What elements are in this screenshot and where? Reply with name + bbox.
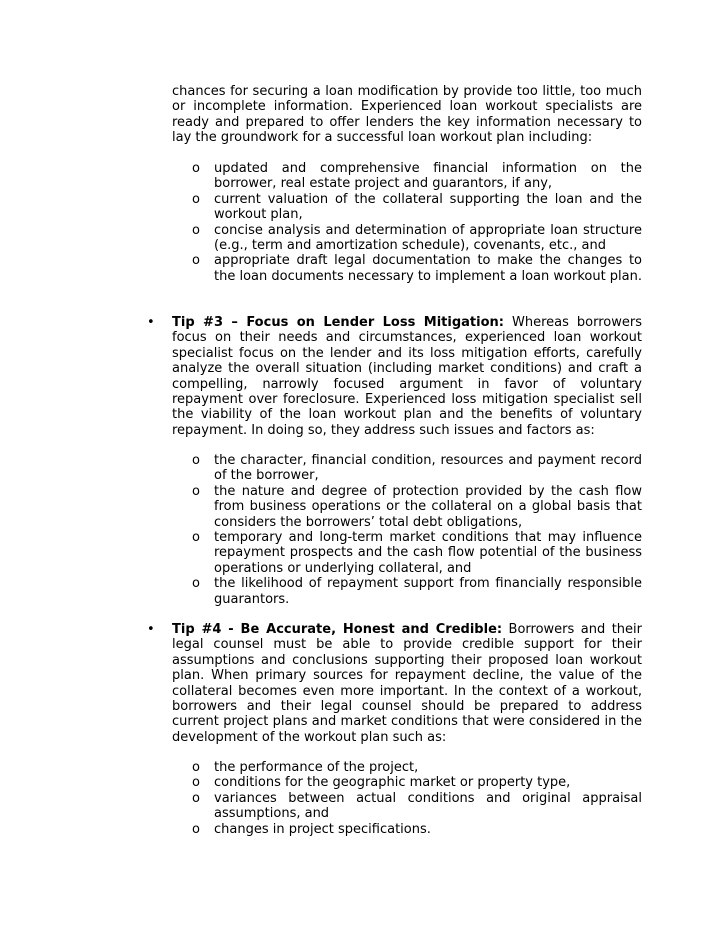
list-item-text: the likelihood of repayment support from financially responsible guarantors.: [214, 576, 642, 607]
list-item: [172, 453, 642, 484]
list-item: [172, 576, 642, 607]
list-item: [172, 161, 642, 192]
sub-bullet-marker: o: [192, 530, 200, 546]
list-item: [172, 192, 642, 223]
bullet-marker: •: [147, 315, 155, 330]
list-item: [172, 530, 642, 576]
sub-bullet-marker: o: [192, 191, 200, 207]
sub-bullet-marker: o: [192, 576, 200, 592]
list-item-text: temporary and long-term market conditions that may influence repayment prospects and the cash flow potential of the business operations or underlying collateral, and: [214, 530, 642, 576]
sub-bullet-marker: o: [192, 821, 200, 837]
list-item-text: the nature and degree of protection provided by the cash flow from business operations or the collateral on a global basis that considers the borrowers’ total debt obligations,: [214, 483, 642, 530]
list-item: [172, 484, 642, 530]
list-item-text: appropriate draft legal documentation to make the changes to the loan documents necessary to implement a loan workout plan.: [214, 253, 643, 284]
sub-bullet-marker: o: [192, 483, 200, 499]
intro-paragraph: chances for securing a loan modification by provide too little, too much or incomplete information. Experienced loan workout specialists are ready and prepared to offer lenders the key information necessary to lay the groundwork for a successful loan workout plan including:: [172, 84, 642, 146]
sub-bullet-marker: o: [192, 453, 200, 468]
sub-bullet-marker: o: [192, 790, 200, 806]
list-item: [172, 760, 642, 775]
tip3-sublist: [172, 453, 642, 607]
list-item: [172, 822, 642, 837]
tip3-body: Whereas borrowers focus on their needs and circumstances, experienced loan workout specialist focus on the lender and its loss mitigation efforts, carefully analyze the overall situation (including market conditions) and craft a compelling, narrowly focused argument in favor of voluntary repayment over foreclosure. Experienced loss mitigation specialist sell the viability of the loan workout plan and the benefits of voluntary repayment. In doing so, they address such issues and factors as:: [172, 315, 642, 438]
list-item-text: variances between actual conditions and original appraisal assumptions, and: [214, 790, 642, 822]
list-item-text: conditions for the geographic market or property type,: [214, 775, 571, 791]
bullet-marker: •: [147, 622, 155, 637]
tip4-heading: Tip #4 - Be Accurate, Honest and Credible:: [172, 622, 503, 637]
list-item-text: changes in project specifications.: [214, 821, 431, 837]
list-item: [172, 253, 642, 284]
tip4-sublist: [172, 760, 642, 837]
list-item: [172, 791, 642, 822]
sub-bullet-marker: o: [192, 222, 200, 238]
list-item-text: the character, financial condition, resources and payment record of the borrower,: [214, 453, 642, 484]
list-item: [172, 775, 642, 790]
intro-sublist: [172, 161, 642, 284]
list-item: [172, 223, 642, 254]
list-item-text: concise analysis and determination of appropriate loan structure (e.g., term and amortization schedule), covenants, etc., and: [214, 222, 642, 254]
sub-bullet-marker: o: [192, 760, 200, 775]
list-item-text: updated and comprehensive financial information on the borrower, real estate project and guarantors, if any,: [214, 161, 642, 192]
tip4-paragraph: [172, 622, 642, 745]
sub-bullet-marker: o: [192, 161, 200, 176]
sub-bullet-marker: o: [192, 775, 200, 791]
list-item-text: the performance of the project,: [214, 760, 419, 775]
sub-bullet-marker: o: [192, 253, 200, 269]
tip3-heading: Tip #3 – Focus on Lender Loss Mitigation:: [172, 315, 504, 330]
tip3-paragraph: [172, 315, 642, 438]
list-item-text: current valuation of the collateral supporting the loan and the workout plan,: [214, 191, 642, 223]
tip4-body: Borrowers and their legal counsel must be able to provide credible support for their assumptions and conclusions supporting their proposed loan workout plan. When primary sources for repayment decline, the value of the collateral becomes even more important. In the context of a workout, borrowers and their legal counsel should be prepared to address current project plans and market conditions that were considered in the development of the workout plan such as:: [172, 622, 642, 745]
